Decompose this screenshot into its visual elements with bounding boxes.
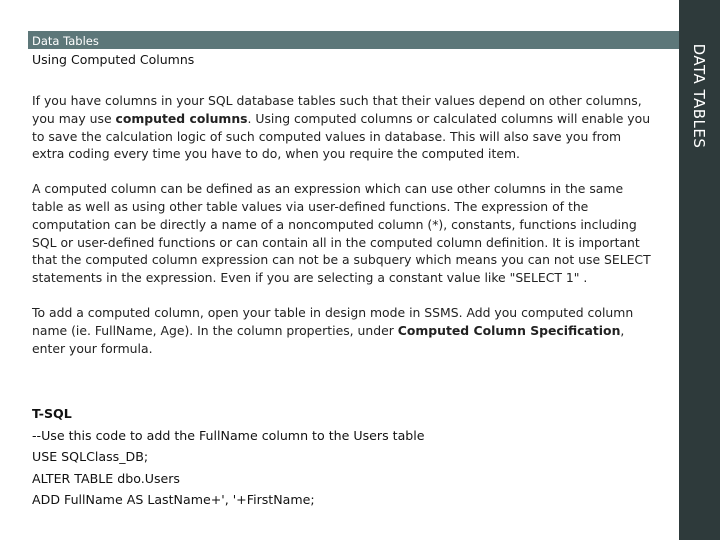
page-title: Using Computed Columns	[32, 52, 195, 67]
side-title: DATA TABLES	[690, 43, 708, 149]
paragraph-definition	[32, 180, 657, 287]
side-panel	[679, 0, 720, 540]
intro-text-part2: . Using computed columns or calculated columns will enable you to save the calculation logic of such computed values in database. This will also save you from extra coding every time you have to do, when you require the computed item.	[32, 110, 651, 162]
code-line-alter: ALTER TABLE dbo.Users	[32, 470, 180, 486]
instructions-text-part1: To add a computed column, open your table in design mode in SSMS. Add you computed column name (ie. FullName, Age). In the column properties, under	[32, 304, 634, 338]
code-title: T-SQL	[32, 406, 72, 421]
content-body	[32, 92, 657, 357]
tsql-code-block	[32, 403, 657, 511]
code-line-add: ADD FullName AS LastName+', '+FirstName;	[32, 492, 315, 507]
code-line-comment: --Use this code to add the FullName column to the Users table	[32, 427, 425, 443]
computed-column-specification-term: Computed Column Specification	[397, 322, 621, 338]
header-bar	[28, 31, 689, 49]
code-line-use: USE SQLClass_DB;	[32, 449, 149, 464]
section-label: Data Tables	[32, 34, 99, 48]
definition-text: A computed column can be defined as an expression which can use other columns in the same table as well as using other table values via user-defined functions. The expression of the computation can be directly a name of a noncomputed column (*), constants, functions including SQL or user-defined functions or can contain all in the computed column definition. It is important that the computed column expression can not be a subquery which means you can not use SELECT statements in the expression. Even if you are selecting a constant value like "SELECT 1" .	[32, 181, 651, 286]
computed-columns-term: computed columns	[115, 110, 248, 126]
paragraph-intro	[32, 92, 657, 163]
intro-text-part1: If you have columns in your SQL database tables such that their values depend on other columns, you may use	[32, 93, 642, 126]
paragraph-instructions	[32, 304, 657, 357]
instructions-text-part2: , enter your formula.	[32, 322, 625, 356]
